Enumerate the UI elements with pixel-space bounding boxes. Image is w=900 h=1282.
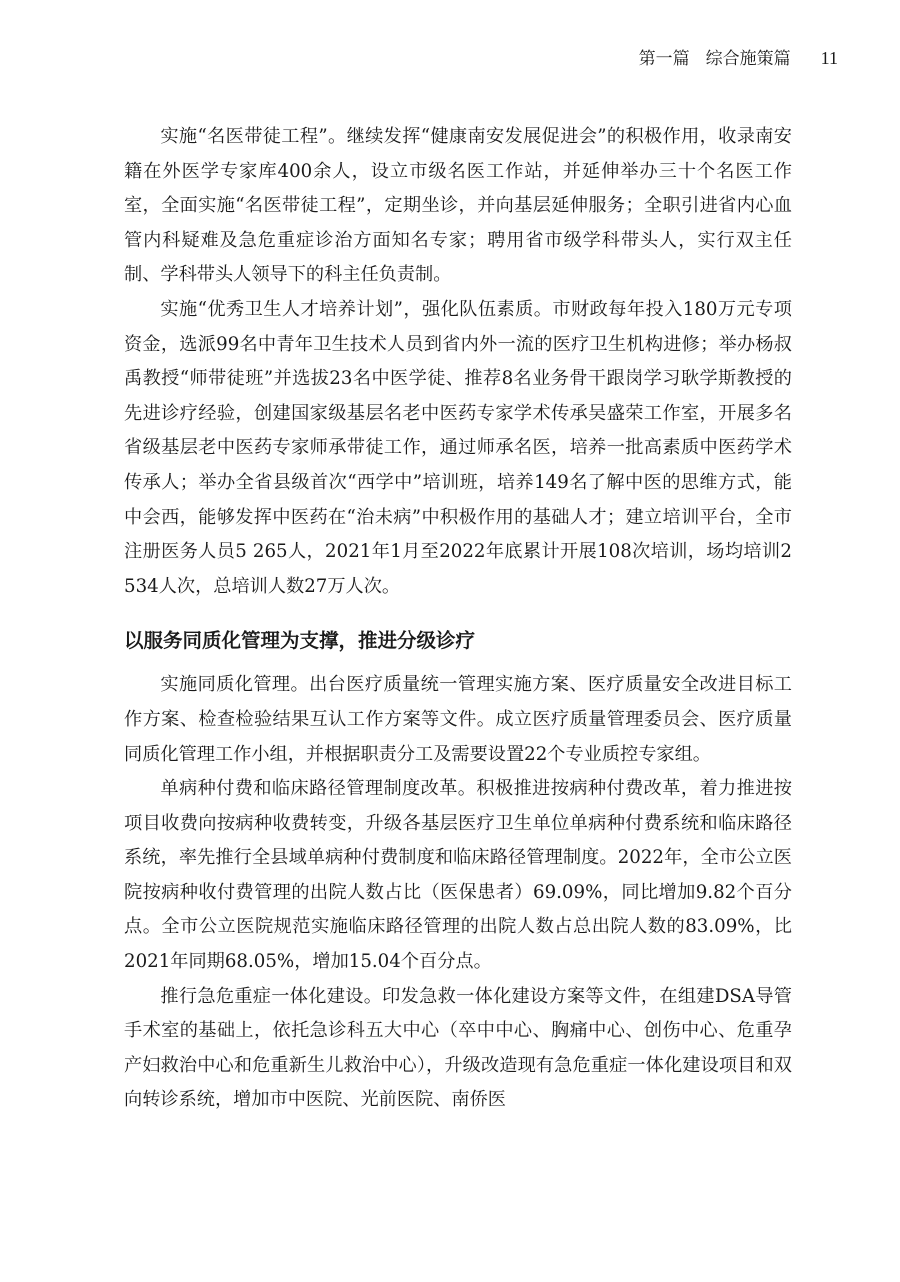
- section-heading: 以服务同质化管理为支撑，推进分级诊疗: [124, 629, 476, 653]
- paragraph-emergency-integration: 推行急危重症一体化建设。印发急救一体化建设方案等文件，在组建DSA导管手术室的基础上，依托急诊科五大中心（卒中中心、胸痛中心、创伤中心、危重孕产妇救治中心和危重新生儿救治中心），升级改造现有急危重症一体化建设项目和双向转诊系统，增加市中医院、光前医院、南侨医: [124, 985, 792, 1111]
- paragraph-mentor-program: 实施“名医带徒工程”。继续发挥“健康南安发展促进会”的积极作用，收录南安籍在外医学专家库400余人，设立市级名医工作站，并延伸举办三十个名医工作室，全面实施“名医带徒工程”，定期坐诊，并向基层延伸服务；全职引进省内心血管内科疑难及急危重症诊治方面知名专家；聘用省市级学科带头人，实行双主任制、学科带头人领导下的科主任负责制。: [124, 126, 792, 286]
- paragraph-homogeneous-management: 实施同质化管理。出台医疗质量统一管理实施方案、医疗质量安全改进目标工作方案、检查检验结果互认工作方案等文件。成立医疗质量管理委员会、医疗质量同质化管理工作小组，并根据职责分工及需要设置22个专业质控专家组。: [124, 674, 792, 765]
- paragraph-talent-training: 实施“优秀卫生人才培养计划”，强化队伍素质。市财政每年投入180万元专项资金，选派99名中青年卫生技术人员到省内外一流的医疗卫生机构进修；举办杨叔禹教授“师带徒班”并选拔23名中医学徒、推荐8名业务骨干跟岗学习耿学斯教授的先进诊疗经验，创建国家级基层名老中医药专家学术传承吴盛荣工作室，开展多名省级基层老中医药专家师承带徒工作，通过师承名医，培养一批高素质中医药学术传承人；举办全省县级首次“西学中”培训班，培养149名了解中医的思维方式，能中会西，能够发挥中医药在“治未病”中积极作用的基础人才；建立培训平台，全市注册医务人员5 265人，2021年1月至2022年底累计开展108次培训，场均培训2 534人次，总培训人数27万人次。: [124, 298, 792, 597]
- running-head: [0, 44, 838, 69]
- page-number: 11: [820, 48, 838, 68]
- paragraph-single-disease-payment: 单病种付费和临床路径管理制度改革。积极推进按病种付费改革，着力推进按项目收费向按病种收费转变，升级各基层医疗卫生单位单病种付费系统和临床路径系统，率先推行全县域单病种付费制度和临床路径管理制度。2022年，全市公立医院按病种收付费管理的出院人数占比（医保患者）69.09%，同比增加9.82个百分点。全市公立医院规范实施临床路径管理的出院人数占总出院人数的83.09%，比2021年同期68.05%，增加15.04个百分点。: [124, 778, 792, 973]
- part-title: 综合施策篇: [705, 49, 791, 69]
- part-label: 第一篇: [638, 49, 690, 69]
- page-body: [124, 120, 792, 1118]
